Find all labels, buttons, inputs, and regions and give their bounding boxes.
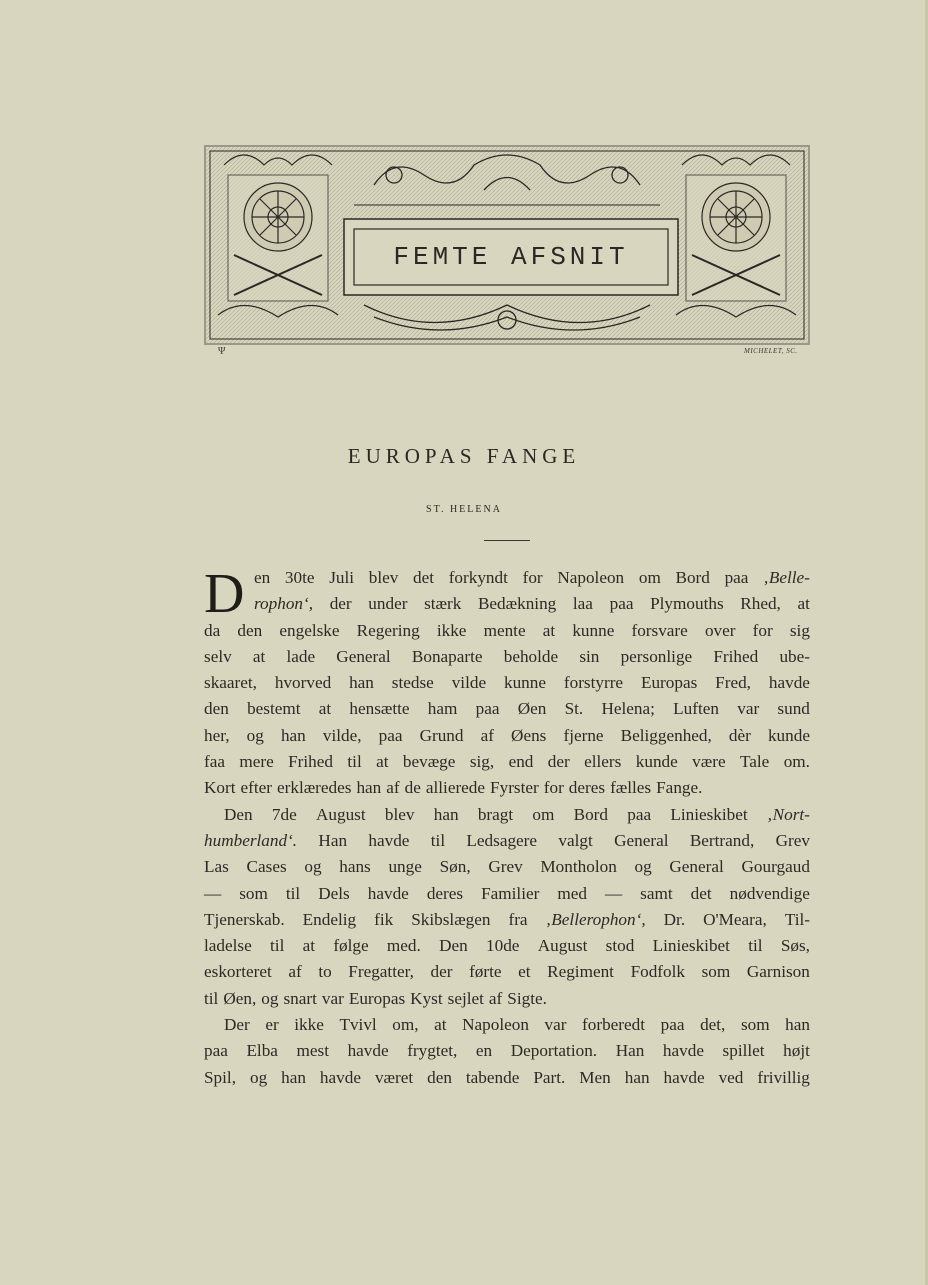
word: at [797,594,810,614]
word: 30te [284,568,315,587]
word: Fyrster [490,778,539,798]
word: kunne [503,673,546,693]
text-line [204,828,810,854]
word: unge [388,857,422,877]
body-text [204,565,810,1091]
word: Øen [517,699,547,719]
word: Grev [488,857,523,877]
word: Øens [511,725,547,745]
word: kunde [635,752,678,772]
word: Men [579,1067,611,1087]
word: han [356,778,382,798]
title-rule [484,540,530,541]
word: til [430,830,446,850]
word: Helena; [601,699,655,719]
word: ikke [436,620,467,640]
text-line [204,854,810,880]
word: om [532,804,555,824]
word: Kyst [410,988,443,1008]
word: Den [224,804,253,824]
word: frygtet, [407,1041,458,1061]
word: General [336,646,391,666]
word: sin [579,646,600,666]
word: de [404,778,421,798]
word: paa [378,725,403,745]
word: til [285,883,301,903]
word: sig, [469,752,495,772]
word: stod [605,936,635,956]
word: Øen, [223,988,257,1008]
word: Skibslægen [411,909,491,929]
word: for [543,778,564,798]
word: havde [662,1041,704,1061]
chapter-subtitle: ST. HELENA [426,504,502,515]
ornamental-header [204,145,810,345]
word: da [204,620,221,640]
word: paa [660,1015,685,1035]
word: Napoleon [462,1015,529,1035]
word: for [752,620,773,640]
word: af [386,778,400,798]
text-line [204,618,810,644]
word: Europas [640,673,698,693]
word: Montholon [540,857,617,877]
word: bragt [477,804,514,824]
word: og [304,857,322,877]
word: det [690,883,712,903]
text-line [204,696,810,722]
word: Regering [356,620,420,640]
word: faa [204,752,225,772]
word: med. [386,936,421,956]
word: som [701,962,731,982]
word: ube- [779,646,810,666]
word: han [433,804,459,824]
word: kunde [767,725,810,745]
word: at [318,699,332,719]
word: at [542,620,556,640]
word: Frihed [288,752,333,772]
word: Grev [775,830,810,850]
word: Fregatter, [348,962,414,982]
word: humberland‘. [204,830,298,850]
word: der [329,594,352,614]
text-line [204,959,810,985]
text-line [204,1038,810,1064]
word: Endelig [302,909,357,929]
word: mere [239,752,274,772]
word: hans [339,857,371,877]
word: hensætte [349,699,410,719]
word: der [547,752,570,772]
word: en [254,568,271,587]
word: August [537,936,588,956]
text-line [204,802,810,828]
word: den [237,620,263,640]
word: og [249,1067,268,1087]
word: Part. [533,1067,566,1087]
word: Gourgaud [741,857,810,877]
word: Kort [204,778,236,798]
word: Søn, [439,857,471,877]
word: General [614,830,669,850]
ornament-title: FEMTE AFSNIT [393,242,629,272]
word: Han [615,1041,645,1061]
word: Regiment [547,962,614,982]
word: mente [483,620,526,640]
word: Grund [419,725,464,745]
word: frivillig [757,1067,810,1087]
word: ‚Belle- [763,568,810,587]
word: Bord [573,804,608,824]
word: paa [475,699,500,719]
word: Til- [784,909,810,929]
word: havde [663,1067,705,1087]
word: forsvare [631,620,688,640]
text-line [204,670,810,696]
word: ellers [584,752,622,772]
word: været [374,1067,414,1087]
word: samt [640,883,673,903]
word: Søs, [780,936,810,956]
word: blev [384,804,415,824]
word: bestemt [247,699,301,719]
word: forstyrre [563,673,624,693]
word: ikke [294,1015,324,1035]
word: to [318,962,332,982]
word: Den [439,936,468,956]
word: mest [296,1041,329,1061]
word: efter [240,778,272,798]
word: at [302,936,316,956]
word: af [288,962,302,982]
word: en [475,1041,493,1061]
word: forberedt [582,1015,646,1035]
text-line [204,749,810,775]
text-line [204,907,810,933]
word: bevæge [402,752,456,772]
word: af [480,725,494,745]
word: Garnison [746,962,810,982]
word: til [270,936,285,956]
word: havde [768,673,810,693]
word: sig [789,620,810,640]
word: Familier [481,883,540,903]
word: af [488,988,503,1008]
word: det [413,568,435,587]
text-line [204,1012,810,1038]
word: ladelse [204,936,252,956]
word: sejlet [447,988,484,1008]
word: Napoleon [557,568,625,587]
text-line [204,775,810,801]
word: spillet [722,1041,765,1061]
word: følge [333,936,369,956]
word: Luften [673,699,719,719]
word: Juli [329,568,355,587]
word: Dr. [663,909,686,929]
word: vilde [451,673,487,693]
word: blev [368,568,399,587]
word: han [281,1067,306,1087]
word: og [634,857,652,877]
word: paa [627,804,652,824]
word: Sigte. [507,988,547,1008]
word: Fodfolk [630,962,685,982]
word: erklæredes [277,778,352,798]
word: den [204,699,229,719]
word: havde [367,883,409,903]
word: havde [347,1041,389,1061]
word: dèr [728,725,751,745]
engraver-signature: MICHELET, SC. [744,347,798,355]
text-line [204,933,810,959]
word: ham [427,699,458,719]
word: med [557,883,587,903]
word: August [315,804,366,824]
word: førte [469,962,502,982]
text-line [204,881,810,907]
word: — [204,883,222,903]
word: kunne [572,620,615,640]
word: Rhed, [740,594,781,614]
word: Las [204,857,229,877]
word: fælles [610,778,652,798]
word: deres [426,883,464,903]
word: og [261,988,279,1008]
word: Fred, [715,673,751,693]
word: til [204,988,219,1008]
word: Der [224,1015,250,1035]
word: hvorved [274,673,332,693]
word: den [427,1067,452,1087]
text-line [204,986,810,1012]
word: Ledsagere [466,830,538,850]
word: han [624,1067,650,1087]
drop-cap: D [204,563,245,625]
word: engelske [279,620,340,640]
word: vilde, [322,725,362,745]
word: stærk [424,594,462,614]
word: var [544,1015,567,1035]
word: her, [204,725,230,745]
word: det, [700,1015,726,1035]
word: om, [392,1015,419,1035]
word: om [638,568,661,587]
word: paa [724,568,749,587]
word: over [704,620,736,640]
text-line [204,565,810,591]
word: han [349,673,374,693]
word: til [347,752,362,772]
word: selv [204,646,232,666]
word: han [785,1015,810,1035]
word: personlige [620,646,693,666]
word: et [518,962,531,982]
word: og [246,725,264,745]
word: Tale [739,752,770,772]
word: at [434,1015,447,1035]
word: 10de [486,936,520,956]
word: end [508,752,534,772]
word: deres [568,778,606,798]
word: Frihed [713,646,759,666]
word: Bord [675,568,710,587]
word: at [252,646,266,666]
word: Spil, [204,1067,236,1087]
word: Bedækning [477,594,557,614]
word: Dels [318,883,350,903]
word: var [321,988,344,1008]
text-line [204,644,810,670]
word: Plymouths [650,594,724,614]
word: til [748,936,763,956]
word: fra [508,909,528,929]
word: Tvivl [339,1015,377,1035]
word: Linieskibet [670,804,748,824]
word: at [376,752,389,772]
word: paa [204,1041,228,1061]
text-lines [204,565,810,1091]
word: Cases [246,857,287,877]
word: St. [564,699,584,719]
word: laa [572,594,593,614]
word: Bertrand, [689,830,755,850]
word: lade [286,646,316,666]
word: ‚Nort- [766,804,810,824]
word: der [430,962,453,982]
word: Elba [246,1041,278,1061]
word: ‚Bellerophon‘, [545,909,646,929]
word: Tjenerskab. [204,909,285,929]
word: ved [718,1067,744,1087]
word: var [737,699,760,719]
word: stedse [391,673,434,693]
word: valgt [558,830,593,850]
word: som [239,883,268,903]
word: forkyndt [448,568,508,587]
word: tabende [465,1067,520,1087]
corner-mark: Ψ [218,346,226,357]
word: Fange. [656,778,703,798]
word: Linieskibet [652,936,730,956]
word: Europas [348,988,406,1008]
word: som [740,1015,770,1035]
word: 7de [271,804,297,824]
word: skaaret, [204,673,257,693]
word: havde [319,1067,361,1087]
word: Deportation. [510,1041,598,1061]
word: under [368,594,408,614]
word: for [522,568,543,587]
word: Beliggenhed, [620,725,712,745]
word: være [692,752,726,772]
word: Han [318,830,348,850]
word: beholde [503,646,559,666]
word: er [265,1015,279,1035]
word: om. [783,752,810,772]
word: O'Meara, [703,909,767,929]
text-line [204,723,810,749]
word: fjerne [563,725,604,745]
word: højt [783,1041,810,1061]
word: rophon‘, [254,594,314,614]
word: eskorteret [204,962,272,982]
word: han [280,725,306,745]
text-line [204,1065,810,1091]
word: snart [283,988,317,1008]
word: sund [777,699,810,719]
word: — [604,883,623,903]
text-line [204,591,810,617]
word: fik [374,909,394,929]
word: Bonaparte [411,646,483,666]
word: havde [368,830,410,850]
chapter-title: EUROPAS FANGE [347,444,581,468]
word: General [669,857,724,877]
word: nødvendige [729,883,810,903]
word: paa [609,594,634,614]
word: allierede [425,778,486,798]
